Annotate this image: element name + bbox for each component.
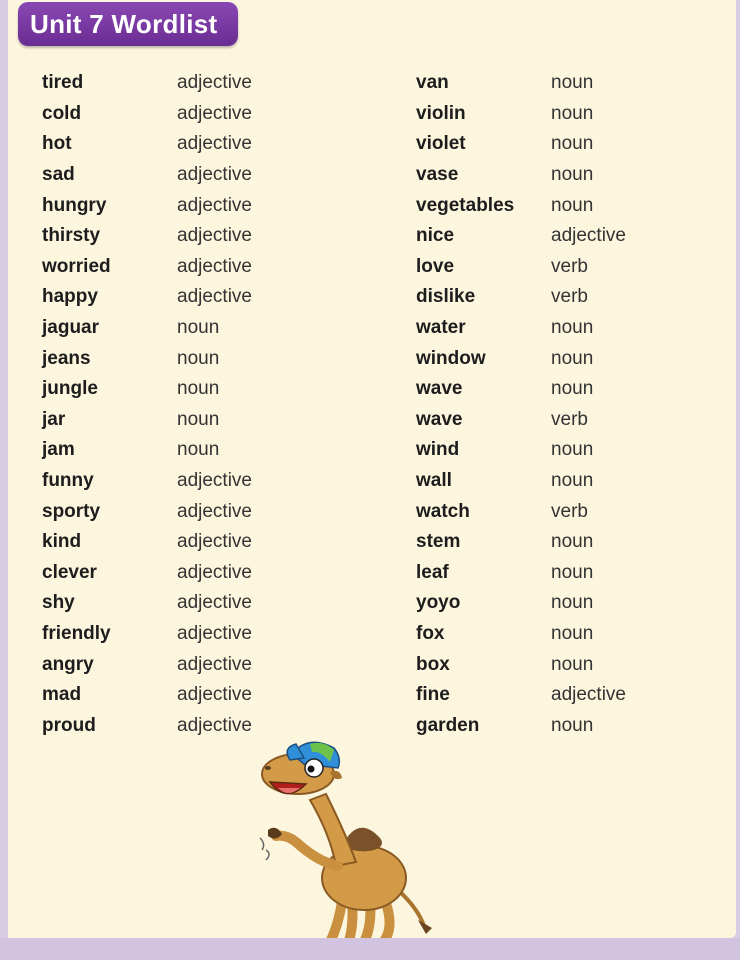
wordlist-part-of-speech: noun	[551, 653, 594, 675]
wordlist-word: tired	[42, 72, 84, 94]
wordlist-row	[416, 374, 626, 405]
wordlist-word: shy	[42, 592, 75, 614]
wordlist-word: stem	[416, 531, 461, 553]
wordlist-row	[416, 496, 626, 527]
wordlist-word: wall	[416, 470, 452, 492]
wordlist-word: watch	[416, 500, 470, 522]
wordlist-part-of-speech: noun	[551, 72, 594, 94]
wordlist-word: yoyo	[416, 592, 461, 614]
wordlist-row	[42, 129, 252, 160]
wordlist-page	[8, 0, 736, 938]
wordlist-row	[42, 527, 252, 558]
wordlist-word: jar	[42, 408, 66, 430]
wordlist-word: vegetables	[416, 194, 515, 216]
wordlist-part-of-speech: noun	[177, 317, 220, 339]
wordlist-row	[416, 68, 626, 99]
wordlist-row	[42, 99, 252, 130]
wordlist-part-of-speech: noun	[177, 408, 220, 430]
wordlist-word: wave	[416, 378, 463, 400]
wordlist-word: jam	[42, 439, 75, 461]
wordlist-part-of-speech: adjective	[551, 225, 626, 247]
wordlist-part-of-speech: noun	[551, 714, 594, 736]
wordlist-row	[416, 558, 626, 589]
wordlist-word: mad	[42, 684, 82, 706]
wordlist-word: sporty	[42, 500, 101, 522]
wordlist-part-of-speech: verb	[551, 286, 588, 308]
wordlist-row	[42, 160, 252, 191]
wordlist-part-of-speech: adjective	[177, 470, 252, 492]
wordlist-part-of-speech: noun	[551, 347, 594, 369]
wordlist-row	[42, 558, 252, 589]
wordlist-part-of-speech: adjective	[551, 684, 626, 706]
wordlist-part-of-speech: adjective	[177, 684, 252, 706]
wordlist-row	[416, 99, 626, 130]
wordlist-word: fox	[416, 622, 445, 644]
wordlist-part-of-speech: adjective	[177, 500, 252, 522]
wordlist-row	[42, 68, 252, 99]
camel-illustration	[246, 738, 446, 952]
wordlist-row	[42, 649, 252, 680]
wordlist-row	[42, 313, 252, 344]
wordlist-part-of-speech: adjective	[177, 72, 252, 94]
wordlist-part-of-speech: adjective	[177, 164, 252, 186]
wordlist-part-of-speech: adjective	[177, 225, 252, 247]
wordlist-word: violet	[416, 133, 466, 155]
wordlist-row	[416, 129, 626, 160]
wordlist-word: clever	[42, 561, 97, 583]
wordlist-row	[416, 313, 626, 344]
wordlist-row	[416, 588, 626, 619]
wordlist-word: water	[416, 317, 466, 339]
wordlist-word: jeans	[42, 347, 91, 369]
wordlist-row	[42, 343, 252, 374]
wordlist-row	[416, 466, 626, 497]
wordlist-part-of-speech: noun	[551, 378, 594, 400]
wordlist-part-of-speech: noun	[551, 470, 594, 492]
wordlist-part-of-speech: adjective	[177, 194, 252, 216]
wordlist-word: kind	[42, 531, 82, 553]
wordlist-row	[42, 252, 252, 283]
wordlist-word: nice	[416, 225, 455, 247]
wordlist-word: vase	[416, 164, 459, 186]
wordlist-part-of-speech: noun	[177, 439, 220, 461]
wordlist-word: van	[416, 72, 449, 94]
wordlist-row	[42, 374, 252, 405]
page-title: Unit 7 Wordlist	[18, 2, 238, 46]
wordlist-row	[416, 282, 626, 313]
wordlist-part-of-speech: noun	[177, 378, 220, 400]
wordlist-word: leaf	[416, 561, 449, 583]
wordlist-word: wave	[416, 408, 463, 430]
wordlist-word: thirsty	[42, 225, 101, 247]
wordlist-row	[42, 190, 252, 221]
wordlist-part-of-speech: verb	[551, 408, 588, 430]
wordlist-part-of-speech: noun	[551, 592, 594, 614]
page-bottom-band	[0, 938, 740, 960]
wordlist-word: violin	[416, 102, 466, 124]
wordlist-word: angry	[42, 653, 94, 675]
wordlist-part-of-speech: verb	[551, 500, 588, 522]
wordlist-word: funny	[42, 470, 94, 492]
wordlist-part-of-speech: noun	[177, 347, 220, 369]
wordlist-word: window	[416, 347, 486, 369]
wordlist-row	[416, 527, 626, 558]
wordlist-part-of-speech: noun	[551, 439, 594, 461]
wordlist-word: happy	[42, 286, 98, 308]
wordlist-word: fine	[416, 684, 450, 706]
wordlist-word: jaguar	[42, 317, 100, 339]
wordlist-part-of-speech: noun	[551, 622, 594, 644]
wordlist-part-of-speech: adjective	[177, 561, 252, 583]
wordlist-row	[416, 221, 626, 252]
wordlist-row	[42, 466, 252, 497]
wordlist-row	[42, 435, 252, 466]
wordlist-row	[42, 710, 252, 741]
wordlist-word: jungle	[42, 378, 98, 400]
wordlist-part-of-speech: noun	[551, 561, 594, 583]
wordlist-word: proud	[42, 714, 96, 736]
wordlist-word: wind	[416, 439, 460, 461]
wordlist-word: friendly	[42, 622, 111, 644]
left-word-column	[42, 68, 252, 741]
wordlist-part-of-speech: adjective	[177, 653, 252, 675]
wordlist-word: garden	[416, 714, 480, 736]
wordlist-row	[416, 405, 626, 436]
wordlist-row	[416, 435, 626, 466]
wordlist-part-of-speech: verb	[551, 255, 588, 277]
wordlist-row	[42, 588, 252, 619]
wordlist-part-of-speech: noun	[551, 317, 594, 339]
wordlist-word: love	[416, 255, 455, 277]
wordlist-row	[416, 252, 626, 283]
wordlist-part-of-speech: noun	[551, 531, 594, 553]
wordlist-row	[42, 282, 252, 313]
wordlist-row	[416, 343, 626, 374]
wordlist-word: hungry	[42, 194, 107, 216]
wordlist-word: cold	[42, 102, 82, 124]
wordlist-word: sad	[42, 164, 75, 186]
wordlist-part-of-speech: noun	[551, 133, 594, 155]
wordlist-part-of-speech: adjective	[177, 102, 252, 124]
wordlist-row	[416, 710, 626, 741]
wordlist-row	[42, 680, 252, 711]
wordlist-row	[42, 221, 252, 252]
wordlist-row	[42, 619, 252, 650]
wordlist-part-of-speech: adjective	[177, 714, 252, 736]
wordlist-part-of-speech: adjective	[177, 133, 252, 155]
wordlist-row	[416, 680, 626, 711]
wordlist-part-of-speech: adjective	[177, 286, 252, 308]
wordlist-row	[416, 649, 626, 680]
wordlist-part-of-speech: adjective	[177, 592, 252, 614]
wordlist-part-of-speech: adjective	[177, 622, 252, 644]
wordlist-part-of-speech: adjective	[177, 255, 252, 277]
wordlist-row	[42, 405, 252, 436]
wordlist-row	[42, 496, 252, 527]
right-word-column	[416, 68, 626, 741]
wordlist-word: worried	[42, 255, 111, 277]
wordlist-part-of-speech: noun	[551, 194, 594, 216]
wordlist-word: box	[416, 653, 450, 675]
wordlist-row	[416, 160, 626, 191]
wordlist-word: dislike	[416, 286, 476, 308]
wordlist-part-of-speech: adjective	[177, 531, 252, 553]
wordlist-part-of-speech: noun	[551, 102, 594, 124]
wordlist-row	[416, 190, 626, 221]
wordlist-part-of-speech: noun	[551, 164, 594, 186]
wordlist-row	[416, 619, 626, 650]
wordlist-word: hot	[42, 133, 72, 155]
